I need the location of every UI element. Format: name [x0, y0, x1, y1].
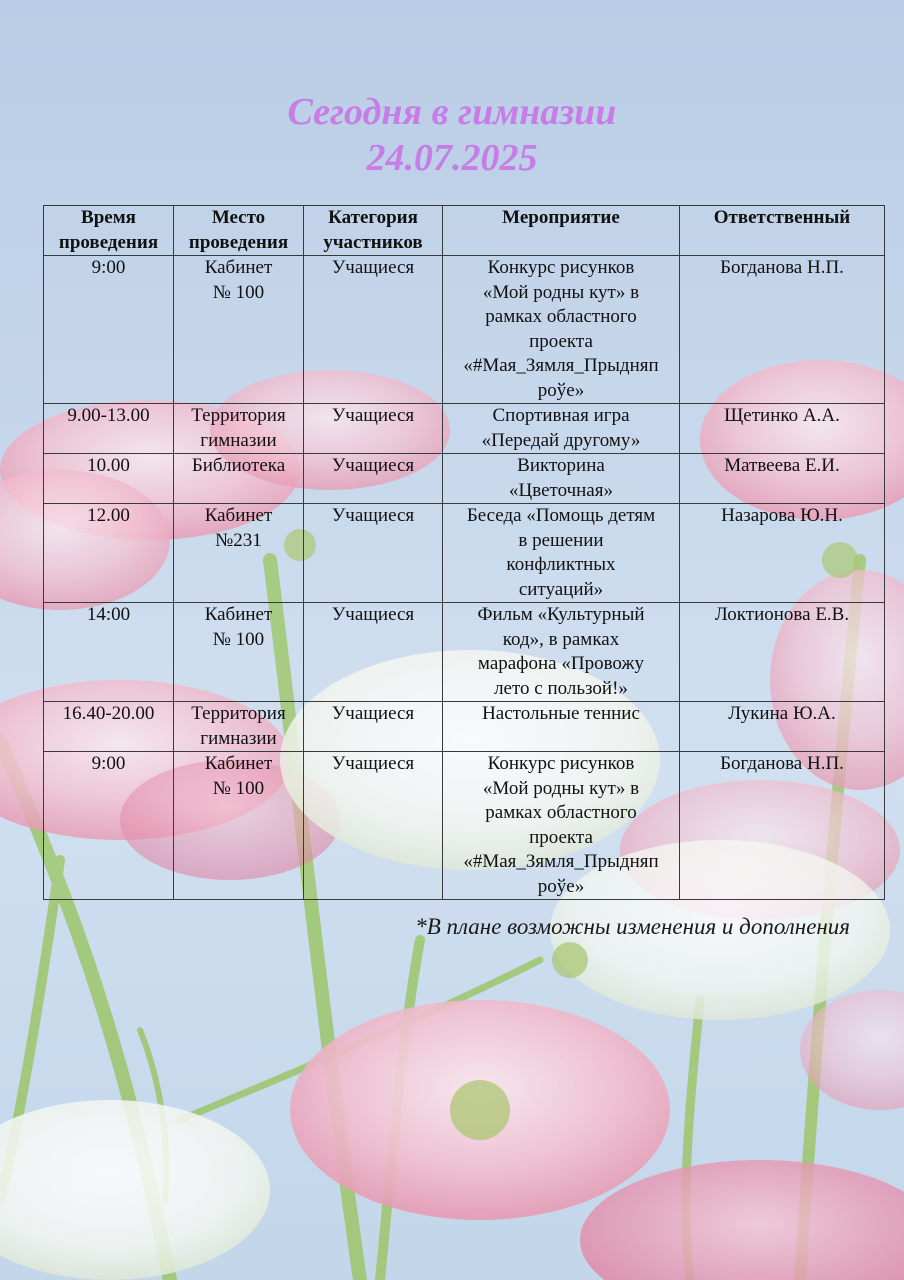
col-header-event: [443, 206, 680, 256]
cell-time: [44, 603, 174, 702]
cell-line: Библиотека: [191, 455, 286, 476]
cell-responsible: [680, 504, 885, 603]
cell-time: [44, 752, 174, 900]
cell-category: [304, 603, 443, 702]
cell-line: «Передай другому»: [481, 429, 641, 451]
cell-line: гимназии: [200, 429, 277, 451]
cell-responsible: [680, 404, 885, 454]
header-line: Категория: [328, 207, 418, 228]
header-line: проведения: [188, 231, 289, 253]
cell-time: [44, 454, 174, 504]
cell-line: №231: [215, 529, 262, 551]
cell-line: Учащиеся: [331, 257, 415, 278]
cell-line: № 100: [212, 628, 265, 650]
cell-place: [174, 603, 304, 702]
cell-line: марафона «Провожу: [477, 653, 645, 674]
cell-line: роўе»: [537, 875, 585, 897]
cell-place: [174, 454, 304, 504]
cell-line: 9.00-13.00: [67, 405, 150, 426]
cell-line: лето с пользой!»: [494, 677, 628, 699]
cell-line: роўе»: [537, 379, 585, 401]
cell-time: [44, 504, 174, 603]
col-header-time: [44, 206, 174, 256]
cell-category: [304, 504, 443, 603]
cell-line: 9:00: [91, 753, 126, 774]
cell-line: Викторина: [517, 455, 605, 476]
page-title: Сегодня в гимназии: [287, 91, 617, 133]
cell-line: Локтионова Е.В.: [714, 604, 850, 625]
cell-line: «#Мая_Зямля_Прыдняп: [463, 851, 659, 872]
cell-line: «Мой родны кут» в: [482, 777, 640, 799]
cell-line: Кабинет: [204, 505, 273, 526]
cell-line: гимназии: [200, 727, 277, 749]
col-header-place: [174, 206, 304, 256]
cell-category: [304, 454, 443, 504]
table-header-row: [44, 206, 885, 256]
cell-line: Учащиеся: [331, 703, 415, 724]
cell-line: Богданова Н.П.: [720, 753, 844, 774]
cell-event: [443, 504, 680, 603]
cell-line: Лукина Ю.А.: [728, 703, 836, 724]
cell-event: [443, 752, 680, 900]
table-row: [44, 404, 885, 454]
cell-responsible: [680, 752, 885, 900]
page-date: 24.07.2025: [366, 137, 538, 179]
cell-event: [443, 603, 680, 702]
cell-line: Учащиеся: [331, 604, 415, 625]
cell-responsible: [680, 603, 885, 702]
cell-category: [304, 702, 443, 752]
cell-place: [174, 404, 304, 454]
cell-place: [174, 504, 304, 603]
cell-line: № 100: [212, 777, 265, 799]
cell-line: 12.00: [87, 505, 130, 526]
cell-line: Фильм «Культурный: [477, 604, 645, 625]
header-line: проведения: [58, 231, 159, 253]
cell-line: Щетинко А.А.: [724, 405, 840, 426]
table-row: [44, 504, 885, 603]
cell-line: 16.40-20.00: [62, 703, 155, 724]
cell-responsible: [680, 702, 885, 752]
cell-category: [304, 404, 443, 454]
cell-line: конфликтных: [506, 554, 616, 575]
table-row: [44, 603, 885, 702]
cell-line: Конкурс рисунков: [487, 753, 635, 774]
cell-event: [443, 404, 680, 454]
cell-event: [443, 454, 680, 504]
header-line: Место: [211, 207, 266, 228]
cell-place: [174, 702, 304, 752]
cell-line: 14:00: [86, 604, 131, 625]
header-line: Ответственный: [713, 207, 851, 228]
cell-line: Территория: [191, 703, 286, 724]
cell-place: [174, 256, 304, 404]
cell-line: Богданова Н.П.: [720, 257, 844, 278]
cell-line: «Мой родны кут» в: [482, 281, 640, 303]
cell-line: Учащиеся: [331, 505, 415, 526]
cell-category: [304, 752, 443, 900]
cell-line: Кабинет: [204, 753, 273, 774]
cell-line: Территория: [191, 405, 286, 426]
cell-line: ситуаций»: [518, 578, 604, 600]
cell-event: [443, 702, 680, 752]
cell-line: в решении: [518, 529, 604, 551]
cell-category: [304, 256, 443, 404]
cell-line: Спортивная игра: [492, 405, 630, 426]
cell-responsible: [680, 256, 885, 404]
header-line: Мероприятие: [502, 207, 620, 228]
cell-line: Кабинет: [204, 604, 273, 625]
col-header-category: [304, 206, 443, 256]
cell-line: Учащиеся: [331, 455, 415, 476]
cell-line: Кабинет: [204, 257, 273, 278]
schedule-table: [43, 205, 885, 900]
cell-responsible: [680, 454, 885, 504]
cell-place: [174, 752, 304, 900]
cell-line: Настольные теннис: [482, 703, 640, 724]
cell-line: рамках областного: [485, 306, 637, 327]
cell-line: рамках областного: [485, 802, 637, 823]
table-row: [44, 752, 885, 900]
col-header-responsible: [680, 206, 885, 256]
cell-time: [44, 404, 174, 454]
cell-line: 10.00: [87, 455, 130, 476]
header-line: Время: [81, 207, 136, 228]
cell-line: Назарова Ю.Н.: [721, 505, 843, 526]
cell-line: № 100: [212, 281, 265, 303]
cell-line: Матвеева Е.И.: [724, 455, 840, 476]
table-row: [44, 256, 885, 404]
cell-line: Конкурс рисунков: [487, 257, 635, 278]
table-row: [44, 454, 885, 504]
cell-line: код», в рамках: [502, 628, 620, 650]
cell-line: проекта: [529, 826, 593, 848]
cell-time: [44, 256, 174, 404]
cell-event: [443, 256, 680, 404]
cell-line: Учащиеся: [331, 405, 415, 426]
cell-line: 9:00: [91, 257, 126, 278]
cell-time: [44, 702, 174, 752]
cell-line: «#Мая_Зямля_Прыдняп: [463, 355, 659, 376]
cell-line: Беседа «Помощь детям: [466, 505, 656, 526]
table-row: [44, 702, 885, 752]
header-line: участников: [323, 231, 423, 253]
footnote: *В плане возможны изменения и дополнения: [415, 914, 850, 939]
cell-line: проекта: [529, 330, 593, 352]
cell-line: «Цветочная»: [509, 479, 613, 501]
cell-line: Учащиеся: [331, 753, 415, 774]
